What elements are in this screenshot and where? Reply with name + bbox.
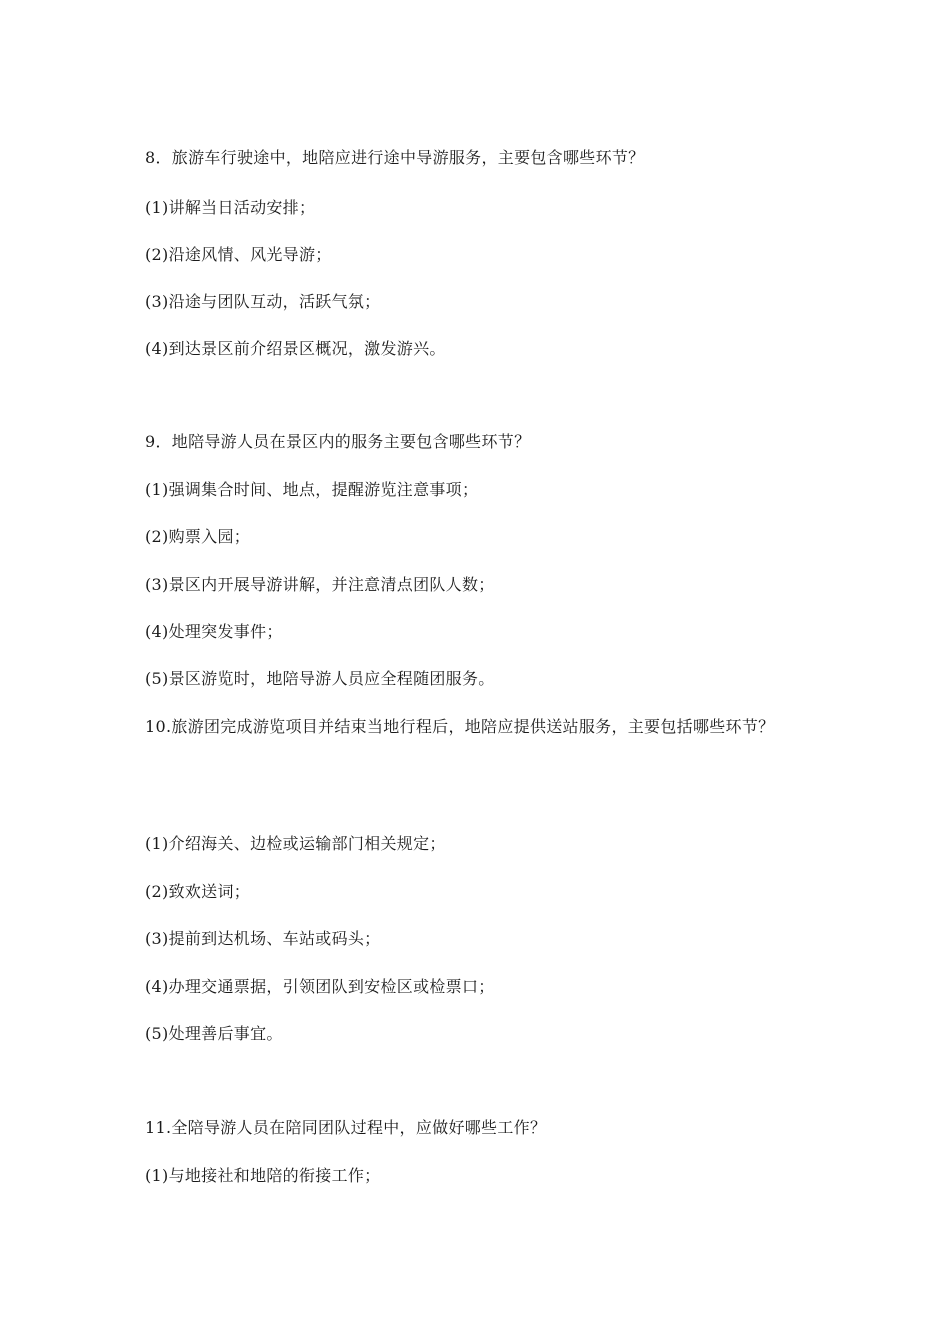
answer-item: (3)沿途与团队互动，活跃气氛； [145,292,381,311]
answer-item: (2)致欢送词； [145,882,251,901]
answer-item: (5)处理善后事宜。 [145,1024,283,1043]
answer-item: (1)强调集合时间、地点，提醒游览注意事项； [145,480,479,499]
question-10: 10.旅游团完成游览项目并结束当地行程后，地陪应提供送站服务，主要包括哪些环节？ [145,717,775,736]
question-9: 9．地陪导游人员在景区内的服务主要包含哪些环节？ [145,432,531,451]
question-11: 11.全陪导游人员在陪同团队过程中，应做好哪些工作？ [145,1118,547,1137]
answer-item: (1)介绍海关、边检或运输部门相关规定； [145,834,446,853]
answer-item: (4)到达景区前介绍景区概况，激发游兴。 [145,339,446,358]
answer-item: (1)讲解当日活动安排； [145,198,316,217]
answer-item: (3)景区内开展导游讲解，并注意清点团队人数； [145,575,495,594]
answer-item: (4)办理交通票据，引领团队到安检区或检票口； [145,977,495,996]
answer-item: (5)景区游览时，地陪导游人员应全程随团服务。 [145,669,495,688]
answer-item: (2)沿途风情、风光导游； [145,245,332,264]
answer-item: (4)处理突发事件； [145,622,283,641]
answer-item: (1)与地接社和地陪的衔接工作； [145,1166,381,1185]
answer-item: (2)购票入园； [145,527,251,546]
question-8: 8．旅游车行驶途中，地陪应进行途中导游服务，主要包含哪些环节？ [145,148,645,167]
answer-item: (3)提前到达机场、车站或码头； [145,929,381,948]
